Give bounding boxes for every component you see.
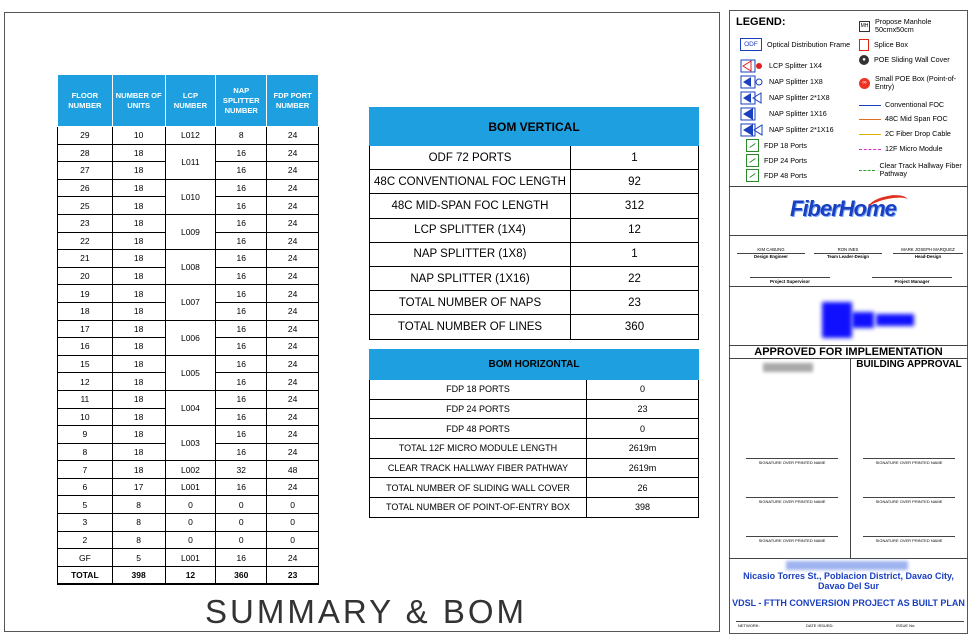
title-block-divider [729, 558, 968, 559]
floor-table-header [58, 75, 319, 127]
bom-row [370, 399, 699, 419]
cell-units: 17 [112, 478, 165, 496]
cell-lcp: 0 [165, 531, 216, 549]
signatory-name: MARK JOSEPH MARQUEZ [893, 247, 963, 254]
legend-item-splice-box [859, 39, 908, 51]
legend-label: Small POE Box (Point-of-Entry) [875, 74, 957, 91]
cell-nap: 8 [216, 127, 267, 145]
cell-floor: 26 [58, 179, 113, 197]
cell-fdp: 24 [267, 267, 319, 285]
header-floor-number: FLOOR NUMBER [58, 75, 113, 127]
drop-cable-line-icon [859, 134, 881, 135]
legend-item-conventional-foc [859, 101, 944, 109]
cell-lcp: L002 [165, 461, 216, 479]
total-fdp: 23 [267, 566, 319, 584]
cell-nap: 16 [216, 338, 267, 356]
cell-fdp: 24 [267, 214, 319, 232]
cell-units: 18 [112, 390, 165, 408]
legend-item-nap-2x1x8 [740, 91, 830, 105]
bom-item-value: 23 [587, 399, 699, 419]
manhole-icon: MH [859, 21, 870, 32]
bom-row [370, 419, 699, 439]
cell-lcp: L007 [165, 285, 216, 320]
cell-units: 8 [112, 531, 165, 549]
cell-nap: 0 [216, 496, 267, 514]
legend-item-nap-2x1x16 [740, 123, 834, 137]
cell-units: 18 [112, 461, 165, 479]
table-row [58, 478, 319, 496]
total-row [58, 566, 319, 584]
cell-units: 18 [112, 197, 165, 215]
cell-fdp: 24 [267, 390, 319, 408]
footer-network: NETWORK: [738, 623, 760, 628]
cell-floor: 17 [58, 320, 113, 338]
cell-fdp: 24 [267, 355, 319, 373]
cell-units: 18 [112, 144, 165, 162]
bom-item-label: FDP 24 PORTS [370, 399, 587, 419]
table-row [58, 320, 319, 338]
fdp-24-icon [746, 154, 759, 167]
bom-item-value: 0 [587, 380, 699, 400]
legend-item-poe-sliding [859, 55, 959, 65]
signature-line: SIGNATURE OVER PRINTED NAME [863, 458, 955, 465]
bom-row [370, 146, 699, 170]
cell-nap: 16 [216, 426, 267, 444]
cell-units: 18 [112, 179, 165, 197]
cell-nap: 16 [216, 162, 267, 180]
redacted-text [763, 363, 813, 372]
legend-label: NAP Splitter 1X16 [769, 109, 827, 118]
small-poe-box-icon: ∞ [859, 78, 870, 89]
legend-item-small-poe [859, 75, 963, 91]
legend-item-2c-drop [859, 130, 951, 138]
cell-lcp: L005 [165, 355, 216, 390]
signature-line: SIGNATURE OVER PRINTED NAME [863, 536, 955, 543]
bom-row [370, 266, 699, 290]
title-block-divider [729, 235, 968, 236]
table-row [58, 285, 319, 303]
conventional-foc-line-icon [859, 105, 881, 106]
title-block-divider [729, 186, 968, 187]
signature-line: SIGNATURE OVER PRINTED NAME [863, 497, 955, 504]
cell-nap: 16 [216, 373, 267, 391]
redacted-building-name [786, 561, 908, 570]
legend-item-nap-1x16 [740, 107, 827, 121]
bom-item-value: 92 [571, 170, 699, 194]
cell-units: 18 [112, 267, 165, 285]
cell-floor: 29 [58, 127, 113, 145]
signatory-role: Team Leader-Design [827, 254, 869, 259]
cell-units: 18 [112, 320, 165, 338]
cell-fdp: 24 [267, 373, 319, 391]
bom-item-label: FDP 48 PORTS [370, 419, 587, 439]
site-address: Nicasio Torres St., Poblacion District, Davao City, Davao Del Sur [743, 571, 954, 591]
header-number-of-units: NUMBER OF UNITS [112, 75, 165, 127]
bom-item-label: NAP SPLITTER (1X16) [370, 266, 571, 290]
cell-fdp: 0 [267, 531, 319, 549]
legend-item-fdp-24 [746, 154, 807, 167]
project-supervisor-label: Project Supervisor [750, 277, 830, 284]
nap-splitter-1x16-icon [740, 107, 764, 121]
bom-row [370, 291, 699, 315]
total-nap: 360 [216, 566, 267, 584]
cell-nap: 16 [216, 408, 267, 426]
cell-fdp: 24 [267, 250, 319, 268]
cell-lcp: L012 [165, 127, 216, 145]
legend [734, 14, 966, 188]
cell-floor: 3 [58, 514, 113, 532]
bom-row [370, 439, 699, 459]
fdp-48-icon [746, 169, 759, 182]
summary-title: SUMMARY & BOM [205, 593, 527, 630]
legend-item-48c-mid-span [859, 115, 948, 123]
cell-nap: 16 [216, 302, 267, 320]
approval-column-divider [850, 358, 851, 558]
cell-fdp: 24 [267, 144, 319, 162]
cell-fdp: 24 [267, 478, 319, 496]
project-manager-label: Project Manager [872, 277, 952, 284]
bom-row [370, 194, 699, 218]
cell-fdp: 24 [267, 426, 319, 444]
splice-box-icon [859, 39, 869, 51]
sign-design-engineer [737, 247, 805, 259]
legend-label: 2C Fiber Drop Cable [885, 129, 951, 138]
cell-units: 18 [112, 302, 165, 320]
cell-fdp: 24 [267, 549, 319, 567]
bom-row [370, 315, 699, 339]
bom-item-label: TOTAL NUMBER OF LINES [370, 315, 571, 339]
bom-row [370, 380, 699, 400]
cell-floor: 12 [58, 373, 113, 391]
bom-item-label: ODF 72 PORTS [370, 146, 571, 170]
micro-module-line-icon [859, 149, 881, 150]
cell-fdp: 24 [267, 285, 319, 303]
signatory-name: KIM CABUNG [737, 247, 805, 254]
odf-icon: ODF [740, 38, 762, 51]
cell-lcp: L010 [165, 179, 216, 214]
total-lcp: 12 [165, 566, 216, 584]
footer-issue-no: ISSUE No: [896, 623, 916, 628]
header-lcp-number: LCP NUMBER [165, 75, 216, 127]
cell-floor: 23 [58, 214, 113, 232]
table-row [58, 214, 319, 232]
cell-units: 18 [112, 250, 165, 268]
bom-item-value: 23 [571, 291, 699, 315]
cell-floor: 20 [58, 267, 113, 285]
bom-item-label: LCP SPLITTER (1X4) [370, 218, 571, 242]
cell-floor: 8 [58, 443, 113, 461]
bom-row [370, 458, 699, 478]
footer-date-issued: DATE ISSUED: [806, 623, 834, 628]
cell-lcp: L004 [165, 390, 216, 425]
table-row [58, 179, 319, 197]
bom-vertical-table [369, 107, 699, 340]
cell-floor: 21 [58, 250, 113, 268]
sign-team-leader [814, 247, 882, 259]
legend-title: LEGEND: [736, 16, 786, 28]
cell-floor: GF [58, 549, 113, 567]
cell-units: 18 [112, 355, 165, 373]
cell-floor: 6 [58, 478, 113, 496]
nap-splitter-2x1x8-icon [740, 91, 764, 105]
cell-nap: 16 [216, 214, 267, 232]
fdp-18-icon [746, 139, 759, 152]
legend-label: FDP 24 Ports [764, 155, 808, 165]
cell-nap: 16 [216, 250, 267, 268]
cell-floor: 22 [58, 232, 113, 250]
legend-item-12f-micro [859, 145, 943, 153]
cell-nap: 16 [216, 355, 267, 373]
table-row [58, 144, 319, 162]
bom-item-label: TOTAL NUMBER OF NAPS [370, 291, 571, 315]
cell-units: 18 [112, 373, 165, 391]
legend-item-lcp-1x4 [740, 59, 822, 73]
legend-item-clear-track [859, 162, 963, 178]
legend-item-nap-1x8 [740, 75, 823, 89]
bom-item-value: 312 [571, 194, 699, 218]
floor-summary-table [57, 74, 319, 585]
total-floor: TOTAL [58, 566, 113, 584]
legend-item-manhole [859, 18, 965, 34]
cell-nap: 16 [216, 320, 267, 338]
bom-row [370, 498, 699, 518]
cell-floor: 27 [58, 162, 113, 180]
legend-label: Optical Distribution Frame [767, 39, 851, 49]
legend-label: LCP Splitter 1X4 [769, 61, 823, 70]
cell-floor: 7 [58, 461, 113, 479]
cell-lcp: L006 [165, 320, 216, 355]
table-row [58, 549, 319, 567]
cell-units: 18 [112, 426, 165, 444]
bom-item-label: NAP SPLITTER (1X8) [370, 242, 571, 266]
table-row [58, 496, 319, 514]
cell-fdp: 24 [267, 302, 319, 320]
bom-item-label: TOTAL NUMBER OF POINT-OF-ENTRY BOX [370, 498, 587, 518]
cell-lcp: 0 [165, 514, 216, 532]
cell-nap: 16 [216, 197, 267, 215]
table-row [58, 127, 319, 145]
cell-floor: 28 [58, 144, 113, 162]
legend-label: Clear Track Hallway Fiber Pathway [879, 161, 962, 178]
cell-nap: 16 [216, 144, 267, 162]
bom-row [370, 242, 699, 266]
table-row [58, 426, 319, 444]
mid-span-foc-line-icon [859, 119, 881, 120]
fiberhome-logo: FiberHome [790, 196, 896, 221]
cell-nap: 16 [216, 232, 267, 250]
legend-label: POE Sliding Wall Cover [874, 55, 950, 64]
bom-item-value: 1 [571, 146, 699, 170]
cell-nap: 32 [216, 461, 267, 479]
cell-nap: 16 [216, 390, 267, 408]
legend-label: 12F Micro Module [885, 144, 943, 153]
legend-label: Splice Box [874, 40, 908, 49]
cell-nap: 16 [216, 443, 267, 461]
bom-row [370, 170, 699, 194]
table-row [58, 461, 319, 479]
sign-head-design [893, 247, 963, 259]
floor-table-body [58, 127, 319, 584]
lcp-splitter-icon [740, 59, 764, 73]
cell-fdp: 48 [267, 461, 319, 479]
cell-units: 18 [112, 338, 165, 356]
cell-fdp: 24 [267, 197, 319, 215]
legend-label: NAP Splitter 1X8 [769, 77, 823, 86]
legend-label: FDP 48 Ports [764, 170, 808, 180]
cell-lcp: L008 [165, 250, 216, 285]
cell-fdp: 24 [267, 162, 319, 180]
cell-fdp: 24 [267, 179, 319, 197]
table-row [58, 514, 319, 532]
signatory-role: Head-Design [914, 254, 942, 259]
bom-item-label: 48C MID-SPAN FOC LENGTH [370, 194, 571, 218]
bom-vertical-title: BOM VERTICAL [370, 108, 699, 146]
cell-fdp: 24 [267, 232, 319, 250]
cell-floor: 15 [58, 355, 113, 373]
bom-row [370, 478, 699, 498]
bom-item-value: 1 [571, 242, 699, 266]
cell-units: 8 [112, 496, 165, 514]
cell-units: 18 [112, 214, 165, 232]
signature-line: SIGNATURE OVER PRINTED NAME [746, 536, 838, 543]
cell-floor: 9 [58, 426, 113, 444]
cell-nap: 16 [216, 285, 267, 303]
cell-nap: 0 [216, 531, 267, 549]
cell-units: 10 [112, 127, 165, 145]
bom-item-value: 26 [587, 478, 699, 498]
cell-floor: 2 [58, 531, 113, 549]
legend-label: NAP Splitter 2*1X16 [769, 125, 834, 134]
legend-label: NAP Splitter 2*1X8 [769, 93, 830, 102]
bom-item-label: 48C CONVENTIONAL FOC LENGTH [370, 170, 571, 194]
signature-line: SIGNATURE OVER PRINTED NAME [746, 497, 838, 504]
cell-nap: 0 [216, 514, 267, 532]
cell-fdp: 24 [267, 408, 319, 426]
cell-lcp: L009 [165, 214, 216, 249]
building-approval-title: BUILDING APPROVAL [856, 359, 962, 370]
bom-item-value: 2619m [587, 458, 699, 478]
legend-item-fdp-48 [746, 169, 807, 182]
signatory-role: Design Engineer [754, 254, 788, 259]
cell-floor: 18 [58, 302, 113, 320]
cell-floor: 5 [58, 496, 113, 514]
cell-fdp: 24 [267, 338, 319, 356]
title-block-divider [729, 286, 968, 287]
table-row [58, 531, 319, 549]
bom-item-value: 0 [587, 419, 699, 439]
bom-item-value: 360 [571, 315, 699, 339]
bom-item-label: TOTAL NUMBER OF SLIDING WALL COVER [370, 478, 587, 498]
cell-lcp: L001 [165, 549, 216, 567]
cell-fdp: 24 [267, 127, 319, 145]
cell-floor: 10 [58, 408, 113, 426]
title-block-footer [736, 621, 964, 631]
header-fdp-port-number: FDP PORT NUMBER [267, 75, 319, 127]
table-row [58, 355, 319, 373]
bom-item-label: CLEAR TRACK HALLWAY FIBER PATHWAY [370, 458, 587, 478]
cell-units: 5 [112, 549, 165, 567]
legend-item-odf [740, 38, 852, 51]
cell-fdp: 24 [267, 320, 319, 338]
signature-line: SIGNATURE OVER PRINTED NAME [746, 458, 838, 465]
table-row [58, 250, 319, 268]
table-row [58, 390, 319, 408]
legend-label: FDP 18 Ports [764, 140, 808, 150]
header-nap-splitter-number: NAP SPLITTER NUMBER [216, 75, 267, 127]
bom-item-value: 2619m [587, 439, 699, 459]
bom-item-label: TOTAL 12F MICRO MODULE LENGTH [370, 439, 587, 459]
cell-units: 8 [112, 514, 165, 532]
legend-label: 48C Mid Span FOC [885, 114, 948, 123]
total-units: 398 [112, 566, 165, 584]
cell-nap: 16 [216, 179, 267, 197]
signatory-name: RON INES [814, 247, 882, 254]
cell-nap: 16 [216, 478, 267, 496]
cell-units: 18 [112, 285, 165, 303]
bom-horizontal-title: BOM HORIZONTAL [370, 350, 699, 380]
cell-nap: 16 [216, 549, 267, 567]
cell-lcp: L003 [165, 426, 216, 461]
bom-horizontal-table [369, 349, 699, 518]
clear-track-line-icon [859, 170, 875, 171]
nap-splitter-1x8-icon [740, 75, 764, 89]
bom-item-value: 12 [571, 218, 699, 242]
cell-units: 18 [112, 232, 165, 250]
cell-floor: 16 [58, 338, 113, 356]
approved-for-implementation: APPROVED FOR IMPLEMENTATION [754, 346, 943, 358]
bom-item-value: 22 [571, 266, 699, 290]
project-title: VDSL - FTTH CONVERSION PROJECT AS BUILT PLAN [732, 598, 965, 608]
bom-item-value: 398 [587, 498, 699, 518]
cell-units: 18 [112, 408, 165, 426]
cell-units: 18 [112, 443, 165, 461]
cell-fdp: 0 [267, 514, 319, 532]
redacted-logo [800, 298, 918, 342]
legend-label: Propose Manhole 50cmx50cm [875, 17, 932, 34]
poe-sliding-cover-icon: ● [859, 55, 869, 65]
cell-lcp: L011 [165, 144, 216, 179]
bom-row [370, 218, 699, 242]
cell-lcp: L001 [165, 478, 216, 496]
cell-units: 18 [112, 162, 165, 180]
legend-label: Conventional FOC [885, 100, 945, 109]
cell-floor: 19 [58, 285, 113, 303]
cell-floor: 11 [58, 390, 113, 408]
nap-splitter-2x1x16-icon [740, 123, 764, 137]
cell-lcp: 0 [165, 496, 216, 514]
bom-item-label: FDP 18 PORTS [370, 380, 587, 400]
cell-fdp: 0 [267, 496, 319, 514]
cell-nap: 16 [216, 267, 267, 285]
legend-item-fdp-18 [746, 139, 807, 152]
cell-floor: 25 [58, 197, 113, 215]
cell-fdp: 24 [267, 443, 319, 461]
